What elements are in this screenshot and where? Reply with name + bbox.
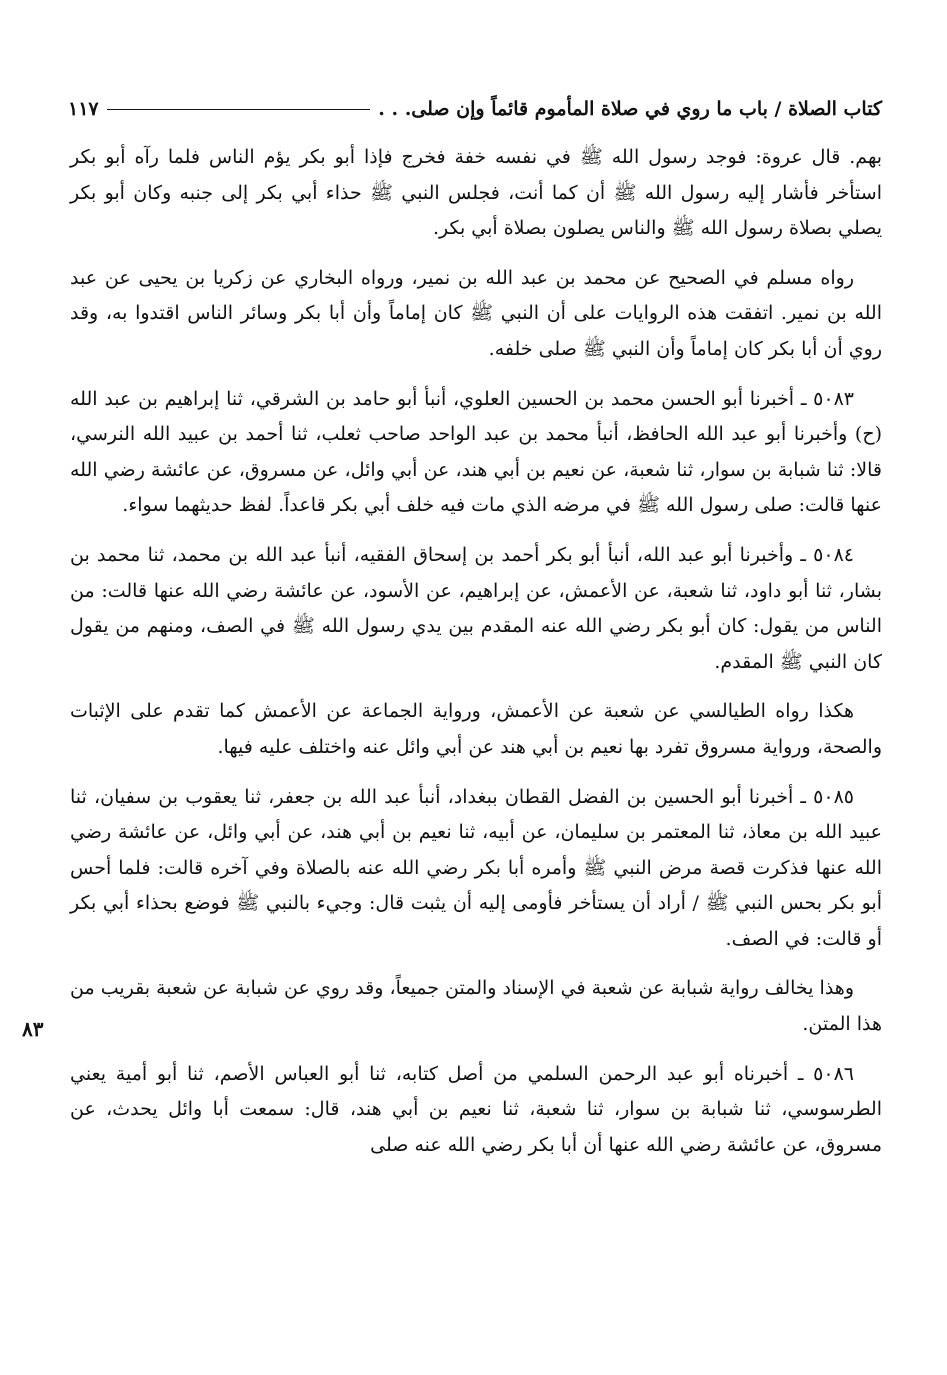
- main-text: [70, 140, 882, 1177]
- hadith-5085: ٥٠٨٥ ـ أخبرنا أبو الحسين بن الفضل القطان ببغداد، أنبأ عبد الله بن جعفر، ثنا يعقوب بن سفيان، ثنا عبيد الله بن معاذ، ثنا المعتمر بن سليمان، عن أبيه، ثنا نعيم بن أبي هند، عن أبي وائل، عن عائشة رضي الله عنها فذكرت قصة مرض النبي ﷺ وأمره أبا بكر رضي الله عنه بالصلاة وفي آخره قالت: فلما أحس أبو بكر بحس النبي ﷺ / أراد أن يستأخر فأومى إليه أن يثبت قال: وجيء بالنبي ﷺ فوضع بحذاء أبي بكر أو قالت: في الصف.: [70, 785, 883, 950]
- running-header: [68, 92, 882, 126]
- hadith-5086: ٥٠٨٦ ـ أخبرناه أبو عبد الرحمن السلمي من أصل كتابه، ثنا أبو العباس الأصم، ثنا أبو أمية يعني الطرسوسي، ثنا شبابة بن سوار، ثنا شعبة، ثنا نعيم بن أبي هند، قال: سمعت أبا وائل يحدث، عن مسروق، عن عائشة رضي الله عنها أن أبا بكر رضي الله عنه صلى: [70, 1062, 882, 1156]
- header-title: كتاب الصلاة / باب ما روي في صلاة المأموم قائماً وإن صلى. . .: [378, 98, 882, 120]
- paragraph: هكذا رواه الطيالسي عن شعبة عن الأعمش، ورواية الجماعة عن الأعمش كما تقدم على الإثبات والصحة، ورواية مسروق تفرد بها نعيم بن أبي هند عن أبي وائل عنه واختلف عليه فيها.: [70, 700, 882, 758]
- paragraph: رواه مسلم في الصحيح عن محمد بن عبد الله بن نمير، ورواه البخاري عن زكريا بن يحيى عن عبد الله بن نمير. اتفقت هذه الروايات على أن النبي ﷺ كان إماماً وأن أبا بكر وسائر الناس اقتدوا به، وقد روي أن أبا بكر كان إماماً وأن النبي ﷺ صلى خلفه.: [70, 266, 882, 360]
- paragraph: بهم. قال عروة: فوجد رسول الله ﷺ في نفسه خفة فخرج فإذا أبو بكر يؤم الناس فلما رآه أبو بكر استأخر فأشار إليه رسول الله ﷺ أن كما أنت، فجلس النبي ﷺ حذاء أبي بكر إلى جنبه وكان أبو بكر يصلي بصلاة رسول الله ﷺ والناس يصلون بصلاة أبي بكر.: [70, 146, 882, 240]
- hadith-5083: ٥٠٨٣ ـ أخبرنا أبو الحسن محمد بن الحسين العلوي، أنبأ أبو حامد بن الشرقي، ثنا إبراهيم بن عبد الله (ح) وأخبرنا أبو عبد الله الحافظ، أنبأ محمد بن عبد الواحد صاحب ثعلب، ثنا أحمد بن عبيد الله النرسي، قالا: ثنا شبابة بن سوار، ثنا شعبة، عن نعيم بن أبي هند، عن أبي وائل، عن مسروق، عن عائشة رضي الله عنها قالت: صلى رسول الله ﷺ في مرضه الذي مات فيه خلف أبي بكر قاعداً. لفظ حديثهما سواء.: [70, 387, 882, 517]
- page-number: ١١٧: [68, 98, 99, 120]
- paragraph: وهذا يخالف رواية شبابة عن شعبة في الإسناد والمتن جميعاً، وقد روي عن شبابة عن شعبة بقريب من هذا المتن.: [70, 977, 882, 1036]
- margin-page-reference: ٨٣: [22, 1017, 44, 1041]
- header-rule: [107, 109, 371, 110]
- hadith-5084: ٥٠٨٤ ـ وأخبرنا أبو عبد الله، أنبأ أبو بكر أحمد بن إسحاق الفقيه، أنبأ عبد الله بن محمد، ثنا محمد بن بشار، ثنا أبو داود، ثنا شعبة، عن الأعمش، عن إبراهيم، عن الأسود، عن عائشة رضي الله عنها قالت: من الناس من يقول: كان أبو بكر رضي الله عنه المقدم بين يدي رسول الله ﷺ في الصف، ومنهم من يقول كان النبي ﷺ المقدم.: [70, 543, 882, 673]
